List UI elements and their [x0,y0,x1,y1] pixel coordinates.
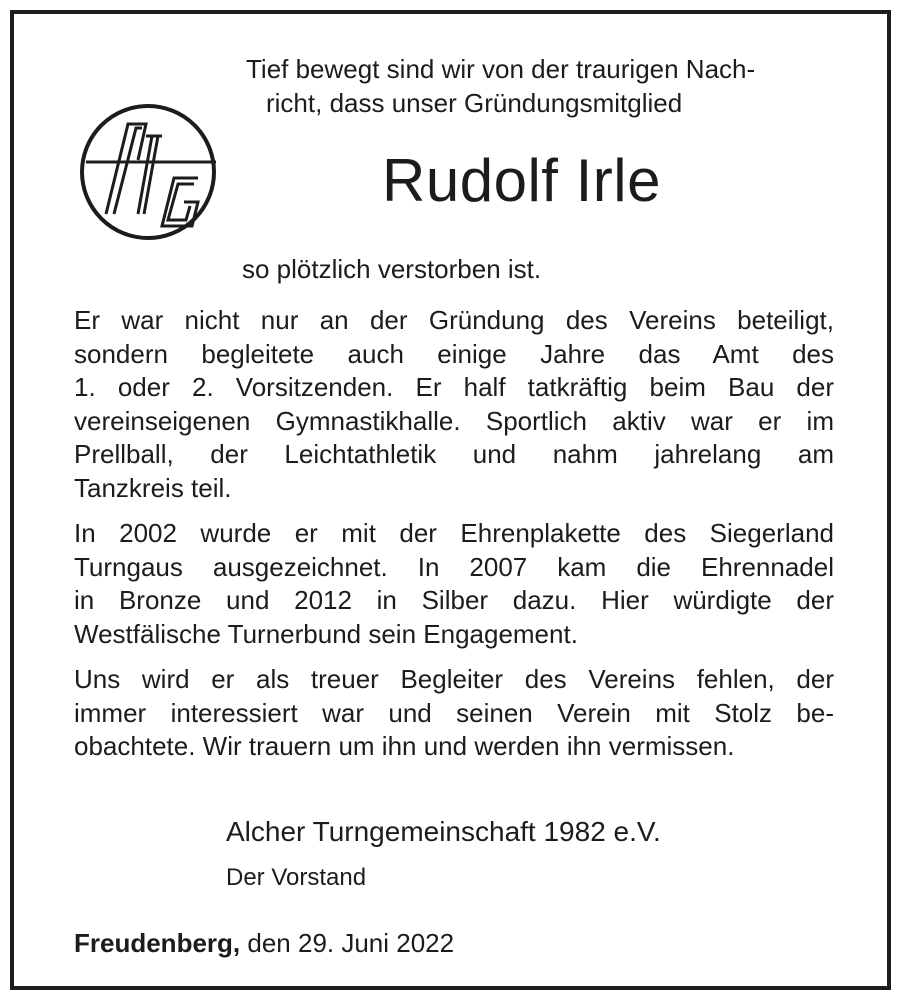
board-signature: Der Vorstand [226,864,367,891]
text-line: 1. oder 2. Vorsitzenden. Er half tatkräftig beim Bau der [74,372,834,402]
paragraph [74,304,834,505]
intro-end: so plötzlich verstorben ist. [242,254,542,284]
text-line: immer interessiert war und seinen Verein mit Stolz be- [74,697,834,728]
text-line: Westfälische Turnerbund sein Engagement. [74,618,578,649]
deceased-name: Rudolf Irle [382,147,661,214]
text-line: In 2002 wurde er mit der Ehrenplakette des Siegerland [74,518,834,548]
date: den 29. Juni 2022 [247,928,455,958]
intro-line-2: richt, dass unser Gründungsmitglied [266,88,683,118]
text-line: obachtete. Wir trauern um ihn und werden ihn vermissen. [74,731,735,761]
text-line: Prellball, der Leichtathletik und nahm jahrelang am [74,439,834,469]
text-line: Uns wird er als treuer Begleiter des Vereins fehlen, der [74,664,834,694]
place-date [74,926,454,960]
text-line: Tanzkreis teil. [74,472,232,503]
paragraph [74,517,834,651]
text-line: Er war nicht nur an der Gründung des Vereins beteiligt, [74,305,834,335]
text-line: in Bronze und 2012 in Silber dazu. Hier würdigte der [74,585,834,615]
text-line: vereinseigenen Gymnastikhalle. Sportlich aktiv war er im [74,405,834,436]
place: Freudenberg, [74,928,241,958]
obituary-body [74,304,834,776]
text-line: sondern begleitete auch einige Jahre das Amt des [74,338,834,369]
paragraph [74,663,834,764]
club-logo [66,102,230,242]
intro-line-1: Tief bewegt sind wir von der traurigen Nach- [246,54,756,84]
organization-name: Alcher Turngemeinschaft 1982 e.V. [226,816,661,847]
obituary-notice [10,10,891,990]
text-line: Turngaus ausgezeichnet. In 2007 kam die Ehrennadel [74,551,834,582]
